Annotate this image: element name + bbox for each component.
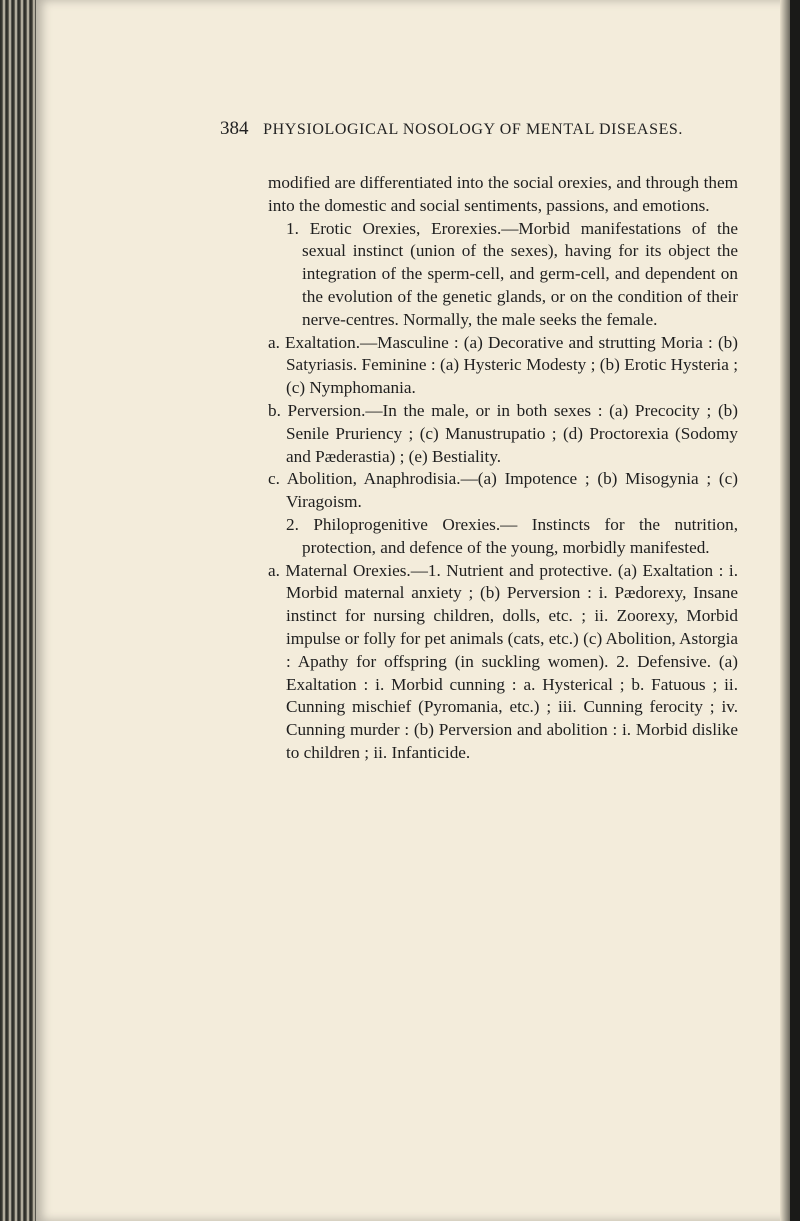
book-spine-edge bbox=[0, 0, 40, 1221]
paragraph-philoprogenitive: 2. Philoprogenitive Orexies.— Instincts for the nutrition, protection, and defence of the young, morbidly manifested. bbox=[286, 514, 738, 557]
paragraph-perversion: b. Perversion.—In the male, or in both sexes : (a) Precocity ; (b) Senile Pruriency ; (c) Manustrupatio ; (d) Proctorexia (Sodomy and Pæderastia) ; (e) Bestiality. bbox=[268, 400, 738, 466]
paragraph-abolition: c. Abolition, Anaphrodisia.—(a) Impotence ; (b) Misogynia ; (c) Viragoism. bbox=[268, 469, 738, 512]
body-text bbox=[268, 172, 738, 765]
paragraph-intro: modified are differentiated into the social orexies, and through them into the domestic and social sentiments, passions, and emotions. bbox=[268, 173, 738, 215]
page-number: 384 bbox=[220, 118, 249, 139]
running-header bbox=[220, 118, 760, 140]
page-right-edge bbox=[780, 0, 790, 1221]
paragraph-erotic-orexies: 1. Erotic Orexies, Erorexies.—Morbid manifestations of the sexual instinct (union of the sexes), having for its object the integration of the sperm-cell, and germ-cell, and dependent on the evolution of the genetic glands, or on the condition of their nerve-centres. Normally, the male seeks the female. bbox=[286, 218, 738, 329]
paragraph-maternal-orexies: a. Maternal Orexies.—1. Nutrient and protective. (a) Exaltation : i. Morbid maternal anxiety ; (b) Perversion : i. Pædorexy, Insane instinct for nursing children, dolls, etc. ; ii. Zoorexy, Morbid impulse or folly for pet animals (cats, etc.) (c) Abolition, Astorgia : Apathy for offspring (in suckling women). 2. Defensive. (a) Exaltation : i. Morbid cunning : a. Hysterical ; b. Fatuous ; ii. Cunning mischief (Pyromania, etc.) ; iii. Cunning ferocity ; iv. Cunning murder : (b) Perversion and abolition : i. Morbid dislike to children ; ii. Infanticide. bbox=[268, 560, 738, 762]
paragraph-exaltation: a. Exaltation.—Masculine : (a) Decorative and strutting Moria : (b) Satyriasis. Feminine : (a) Hysteric Modesty ; (b) Erotic Hysteria ; (c) Nymphomania. bbox=[268, 332, 738, 398]
running-title: PHYSIOLOGICAL NOSOLOGY OF MENTAL DISEASES. bbox=[263, 121, 684, 138]
